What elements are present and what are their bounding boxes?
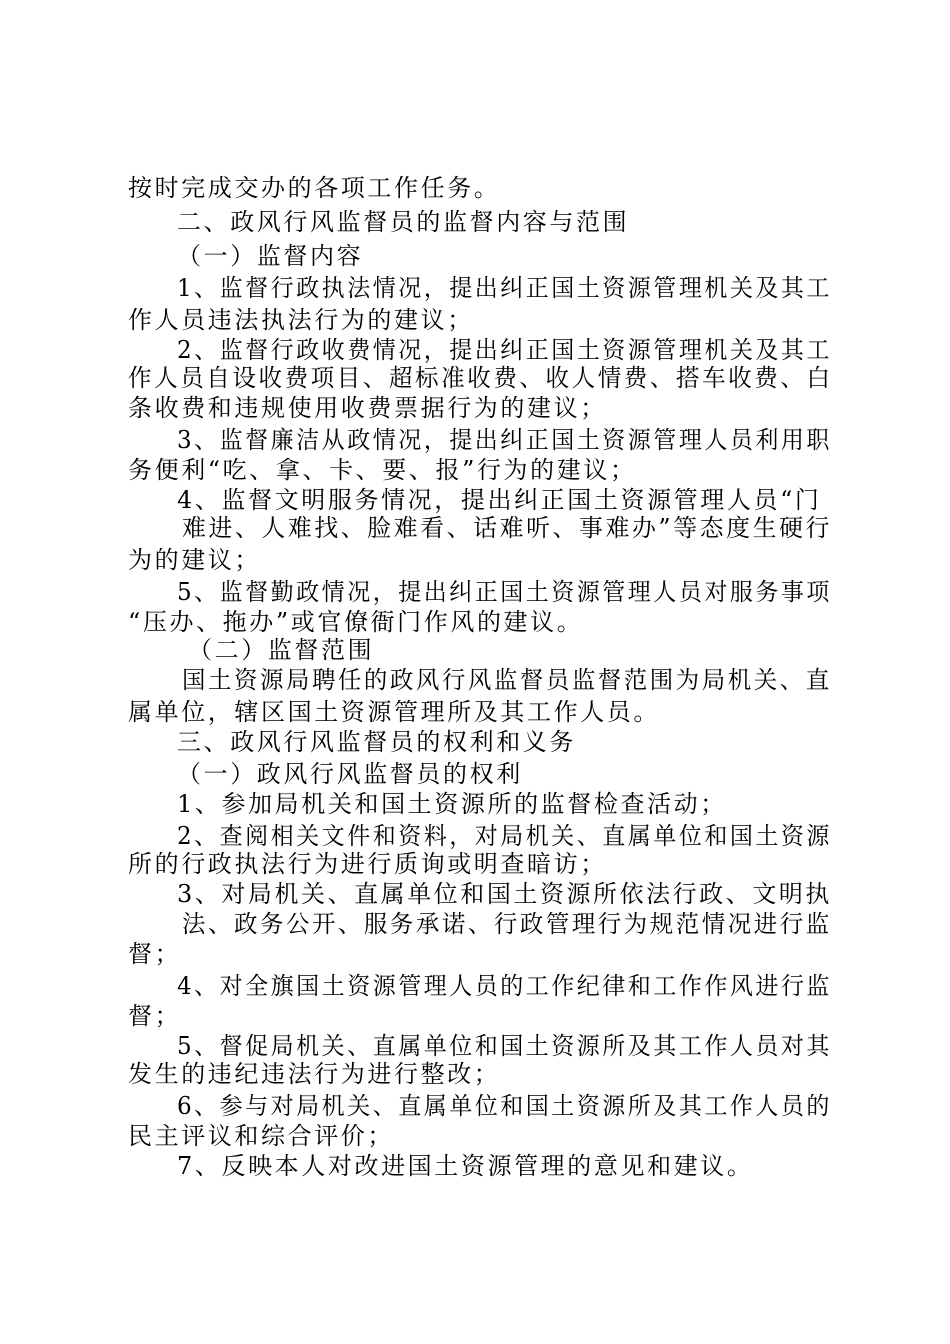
- text-line: 属单位，辖区国土资源管理所及其工作人员。: [128, 698, 660, 726]
- text-line: 2、查阅相关文件和资料，对局机关、直属单位和国土资源: [177, 822, 832, 850]
- text-line: 作人员违法执法行为的建议；: [128, 306, 474, 334]
- text-line: 1、参加局机关和国土资源所的监督检查活动；: [177, 790, 727, 818]
- text-line: 3、对局机关、直属单位和国土资源所依法行政、文明执: [177, 880, 832, 908]
- text-line: 按时完成交办的各项工作任务。: [128, 174, 501, 202]
- text-line: 为的建议；: [128, 546, 261, 574]
- text-line: “压办、拖办”或官僚衙门作风的建议。: [128, 608, 584, 636]
- text-line: 4、监督文明服务情况，提出纠正国土资源管理人员“门: [177, 486, 822, 514]
- section-heading: 三、政风行风监督员的权利和义务: [177, 728, 576, 756]
- text-line: 民主评议和综合评价；: [128, 1122, 394, 1150]
- text-line: 国土资源局聘任的政风行风监督员监督范围为局机关、直: [182, 666, 832, 694]
- text-line: 条收费和违规使用收费票据行为的建议；: [128, 394, 607, 422]
- text-line: 4、对全旗国土资源管理人员的工作纪律和工作作风进行监: [177, 972, 832, 1000]
- text-line: 7、反映本人对改进国土资源管理的意见和建议。: [177, 1152, 754, 1180]
- section-heading: 二、政风行风监督员的监督内容与范围: [177, 208, 630, 236]
- text-line: 督；: [128, 1002, 182, 1030]
- text-line: 难进、人难找、脸难看、话难听、事难办”等态度生硬行: [182, 514, 833, 542]
- subsection-heading: （二）监督范围: [188, 636, 375, 664]
- text-line: 3、监督廉洁从政情况，提出纠正国土资源管理人员利用职: [177, 426, 832, 454]
- text-line: 5、监督勤政情况，提出纠正国土资源管理人员对服务事项: [177, 578, 832, 606]
- text-line: 5、督促局机关、直属单位和国土资源所及其工作人员对其: [177, 1032, 832, 1060]
- text-line: 1、监督行政执法情况，提出纠正国土资源管理机关及其工: [177, 274, 832, 302]
- subsection-heading: （一）政风行风监督员的权利: [177, 760, 523, 788]
- text-line: 2、监督行政收费情况，提出纠正国土资源管理机关及其工: [177, 336, 832, 364]
- text-line: 6、参与对局机关、直属单位和国土资源所及其工作人员的: [177, 1092, 832, 1120]
- text-line: 法、政务公开、服务承诺、行政管理行为规范情况进行监: [182, 910, 832, 938]
- text-line: 所的行政执法行为进行质询或明查暗访；: [128, 850, 607, 878]
- subsection-heading: （一）监督内容: [177, 242, 364, 270]
- text-line: 务便利“吃、拿、卡、要、报”行为的建议；: [128, 456, 637, 484]
- text-line: 发生的违纪违法行为进行整改；: [128, 1060, 501, 1088]
- text-line: 督；: [128, 940, 182, 968]
- text-line: 作人员自设收费项目、超标准收费、收人情费、搭车收费、白: [128, 364, 833, 392]
